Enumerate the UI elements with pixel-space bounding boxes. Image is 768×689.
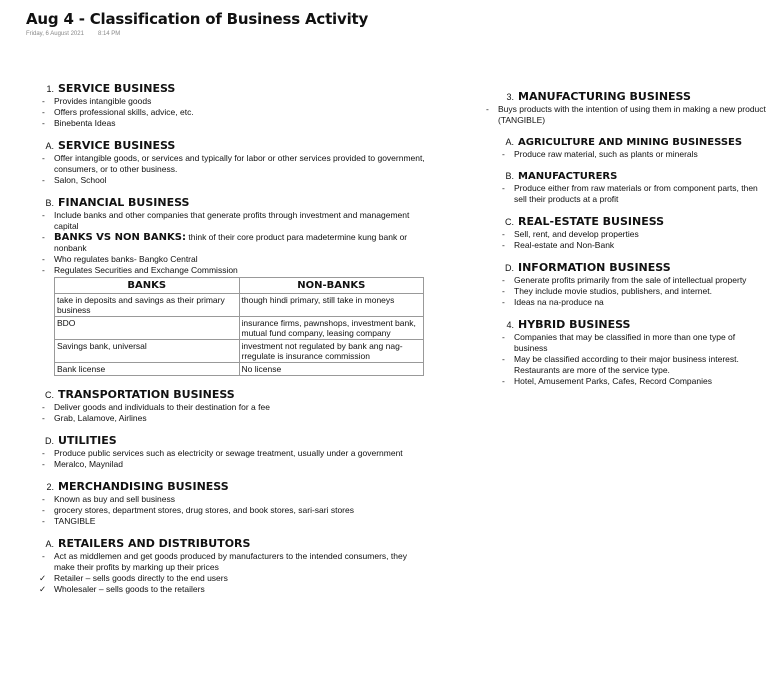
section-hybrid-business — [486, 318, 768, 387]
table-cell: No license — [239, 363, 424, 376]
heading-text: AGRICULTURE AND MINING BUSINESSES — [518, 137, 743, 148]
section-real-estate-business — [486, 215, 768, 251]
list-item: - Include banks and other companies that generate profits through investment and management capital — [26, 210, 426, 232]
section-merchandising-business — [26, 480, 426, 527]
list-item: - May be classified according to their major business interest. Restaurants are more of the service type. — [486, 354, 768, 376]
section-service-business — [26, 82, 426, 129]
list-marker: C. — [505, 217, 514, 227]
heading-text: INFORMATION BUSINESS — [518, 261, 671, 274]
section-agriculture-mining — [486, 136, 768, 160]
list-marker: D. — [45, 436, 54, 446]
section-transportation-business — [26, 388, 426, 424]
list-item: - Produce public services such as electricity or sewage treatment, usually under a government — [26, 448, 426, 459]
list-item: - Sell, rent, and develop properties — [486, 229, 768, 240]
list-marker: A. — [45, 539, 54, 549]
list-marker: 1. — [46, 84, 54, 94]
table-cell: take in deposits and savings as their primary business — [55, 294, 240, 317]
list-item: - TANGIBLE — [26, 516, 426, 527]
section-heading — [26, 82, 426, 96]
list-item: - Produce raw material, such as plants or minerals — [486, 149, 768, 160]
list-item: - Offers professional skills, advice, etc. — [26, 107, 426, 118]
list-item: - Meralco, Maynilad — [26, 459, 426, 470]
section-manufacturers — [486, 170, 768, 205]
list-marker: C. — [45, 390, 54, 400]
list-item: - grocery stores, department stores, drug stores, and book stores, sari-sari stores — [26, 505, 426, 516]
heading-text: UTILITIES — [58, 434, 117, 447]
section-heading — [486, 215, 768, 229]
section-heading — [486, 261, 768, 275]
right-column — [486, 90, 768, 387]
list-marker: 3. — [506, 92, 514, 102]
time-text: 8:14 PM — [97, 31, 121, 37]
heading-text: SERVICE BUSINESS — [58, 139, 176, 152]
section-heading — [486, 90, 768, 104]
heading-text: SERVICE BUSINESS — [58, 82, 176, 95]
list-marker: B. — [505, 171, 514, 181]
table-cell: Bank license — [55, 363, 240, 376]
heading-text: MANUFACTURING BUSINESS — [518, 90, 691, 103]
table-header-row — [55, 278, 424, 294]
table-cell: Savings bank, universal — [55, 340, 240, 363]
section-manufacturing-business — [486, 90, 768, 126]
list-item: - Offer intangible goods, or services and typically for labor or other services provided to government, consumers, or to other business. — [26, 153, 426, 175]
table-row — [55, 294, 424, 317]
section-service-business-a — [26, 139, 426, 186]
table-cell: though hindi primary, still take in moneys — [239, 294, 424, 317]
emphasis-text: BANKS VS NON BANKS: — [54, 232, 186, 243]
list-marker: 2. — [46, 482, 54, 492]
checklist-item: ✓ Wholesaler – sells goods to the retailers — [26, 584, 426, 595]
section-retailers-distributors — [26, 537, 426, 595]
section-heading — [26, 434, 426, 448]
heading-text: REAL-ESTATE BUSINESS — [518, 215, 665, 228]
heading-text: MANUFACTURERS — [518, 171, 618, 182]
list-item: - Regulates Securities and Exchange Commission — [26, 265, 426, 276]
table-row — [55, 317, 424, 340]
list-item: - Companies that may be classified in more than one type of business — [486, 332, 768, 354]
list-item: - Provides intangible goods — [26, 96, 426, 107]
heading-text: HYBRID BUSINESS — [518, 318, 631, 331]
table-cell: insurance firms, pawnshops, investment bank, mutual fund company, leasing company — [239, 317, 424, 340]
column-header-banks: BANKS — [55, 278, 240, 294]
list-marker: B. — [45, 198, 54, 208]
heading-text: RETAILERS AND DISTRIBUTORS — [58, 537, 251, 550]
list-item: - Deliver goods and individuals to their destination for a fee — [26, 402, 426, 413]
list-item: - Produce either from raw materials or from component parts, then sell their products at a profit — [486, 183, 768, 205]
list-item: - Grab, Lalamove, Airlines — [26, 413, 426, 424]
checklist-item: ✓ Retailer – sells goods directly to the end users — [26, 573, 426, 584]
list-marker: 4. — [506, 320, 514, 330]
section-heading — [486, 170, 768, 183]
list-item: - Buys products with the intention of using them in making a new product (TANGIBLE) — [470, 104, 768, 126]
column-header-non-banks: NON-BANKS — [239, 278, 424, 294]
list-item-text: think of their core product para madetermine kung bank or nonbank — [54, 232, 408, 253]
page-title: Aug 4 - Classification of Business Activity — [26, 10, 369, 28]
table-row — [55, 340, 424, 363]
list-marker: A. — [45, 141, 54, 151]
date-text: Friday, 6 August 2021 — [26, 31, 84, 37]
section-utilities — [26, 434, 426, 470]
list-item: - Who regulates banks- Bangko Central — [26, 254, 426, 265]
timestamp — [26, 31, 120, 37]
heading-text: MERCHANDISING BUSINESS — [58, 480, 229, 493]
section-heading — [26, 388, 426, 402]
heading-text: TRANSPORTATION BUSINESS — [58, 388, 235, 401]
list-item: - Act as middlemen and get goods produced by manufacturers to the intended consumers, they make their profits by marking up their prices — [26, 551, 426, 573]
section-heading — [26, 480, 426, 494]
left-column — [26, 82, 426, 595]
section-heading — [486, 136, 768, 149]
table-cell: BDO — [55, 317, 240, 340]
list-item: - Ideas na na-produce na — [486, 297, 768, 308]
section-information-business — [486, 261, 768, 308]
list-item: - Real-estate and Non-Bank — [486, 240, 768, 251]
list-item: - Generate profits primarily from the sale of intellectual property — [486, 275, 768, 286]
list-item: - Known as buy and sell business — [26, 494, 426, 505]
list-item: - Hotel, Amusement Parks, Cafes, Record Companies — [486, 376, 768, 387]
heading-text: FINANCIAL BUSINESS — [58, 196, 190, 209]
table-row — [55, 363, 424, 376]
table-cell: investment not regulated by bank ang nag-rregulate is insurance commission — [239, 340, 424, 363]
list-item: - Salon, School — [26, 175, 426, 186]
section-heading — [26, 537, 426, 551]
list-item: - They include movie studios, publishers, and internet. — [486, 286, 768, 297]
section-heading — [486, 318, 768, 332]
list-item — [26, 232, 426, 254]
banks-vs-nonbanks-table — [54, 277, 424, 376]
list-marker: D. — [505, 263, 514, 273]
list-item: - Binebenta Ideas — [26, 118, 426, 129]
section-heading — [26, 139, 426, 153]
list-marker: A. — [505, 137, 514, 147]
section-heading — [26, 196, 426, 210]
section-financial-business — [26, 196, 426, 376]
